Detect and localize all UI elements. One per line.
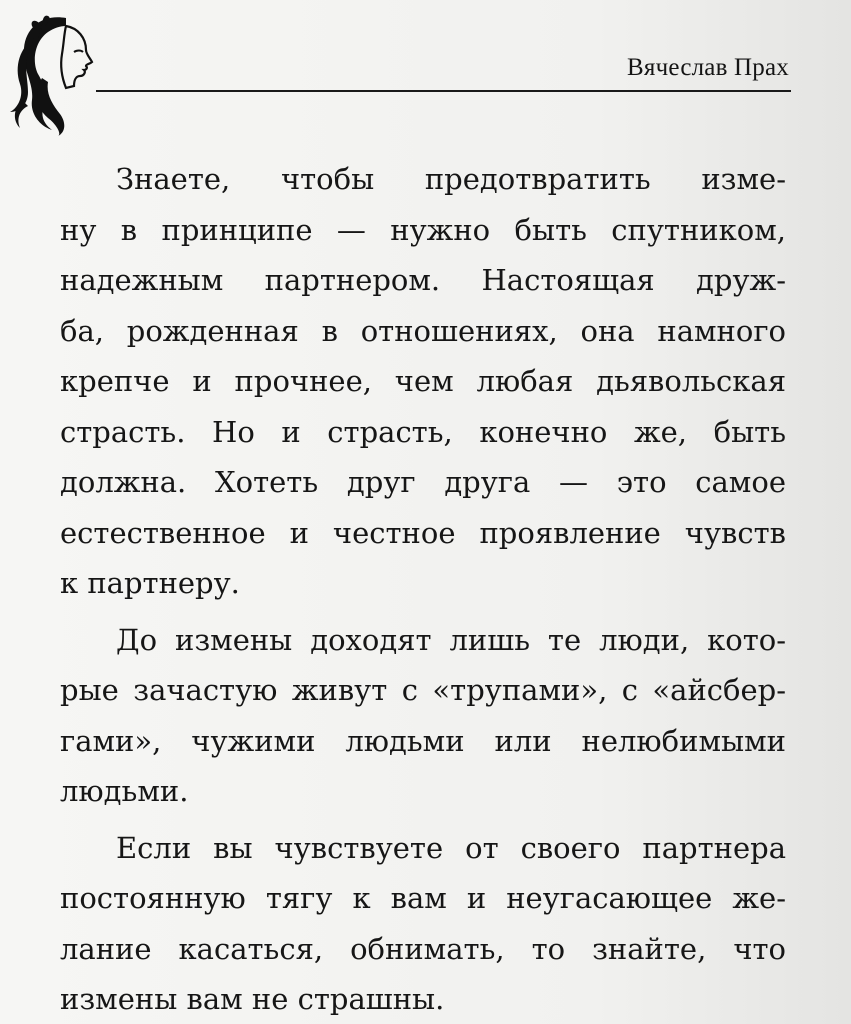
text-line: страсть. Но и страсть, конечно же, быть <box>60 414 786 449</box>
text-line: гами», чужими людьми или нелюбимыми <box>60 723 786 758</box>
text-line: людьми. <box>60 774 189 808</box>
text-line: лание касаться, обнимать, то знайте, что <box>60 931 786 966</box>
text-line: крепче и прочнее, чем любая дьявольская <box>60 364 786 398</box>
text-line: До измены доходят лишь те люди, кото- <box>116 622 786 657</box>
woman-profile-silhouette-icon <box>4 8 104 136</box>
text-line: Знаете, чтобы предотвратить изме- <box>116 162 786 196</box>
text-line: ну в принципе — нужно быть спутником, <box>60 212 786 247</box>
text-line: надежным партнером. Настоящая друж- <box>60 263 786 297</box>
running-head-author: Вячеслав Прах <box>627 54 789 81</box>
text-line: естественное и честное проявление чувств <box>60 515 786 550</box>
text-line: к партнеру. <box>60 566 240 600</box>
body-text <box>60 154 786 1024</box>
text-line: измены вам не страшны. <box>60 982 445 1016</box>
text-line: рые зачастую живут с «трупами», с «айсбер- <box>60 673 786 707</box>
text-line: ба, рожденная в отношениях, она намного <box>60 313 786 348</box>
text-line: постоянную тягу к вам и неугасающее же- <box>60 881 786 915</box>
header-rule <box>96 90 791 92</box>
text-line: должна. Хотеть друг друга — это самое <box>60 465 786 499</box>
text-line: Если вы чувствуете от своего партнера <box>116 830 786 865</box>
